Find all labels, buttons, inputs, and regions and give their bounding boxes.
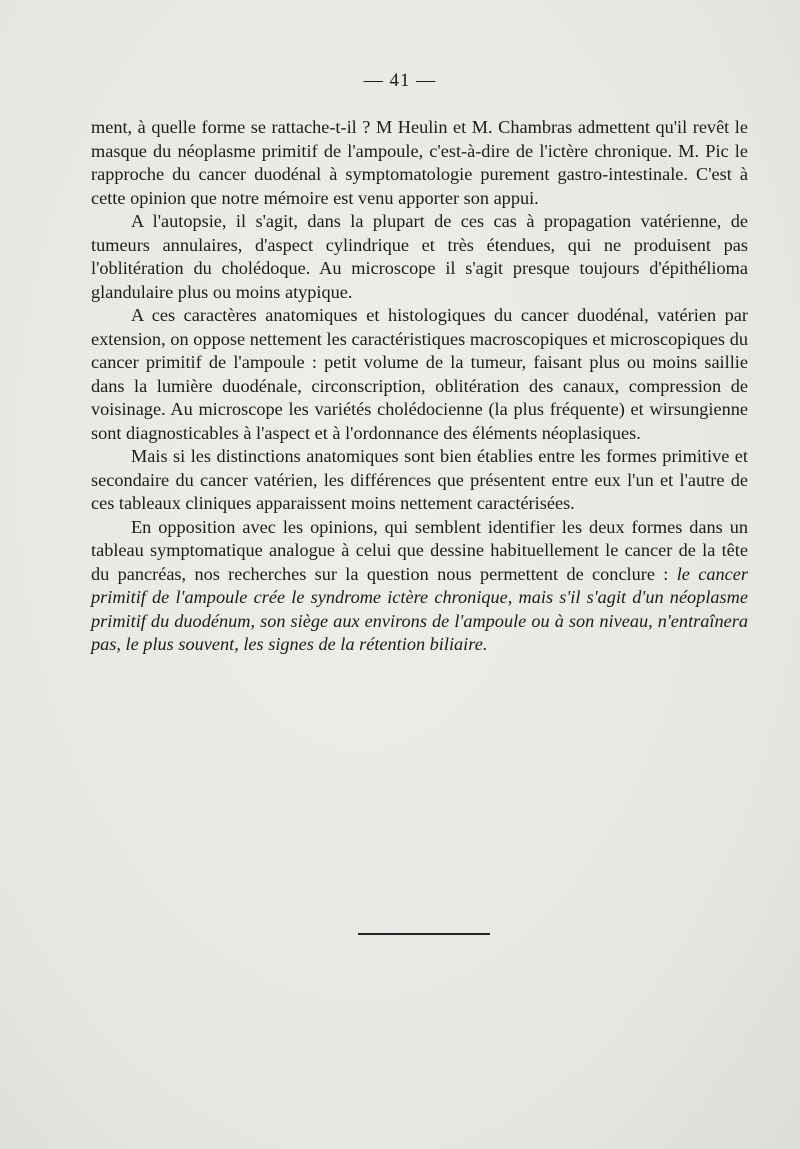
paragraph: A l'autopsie, il s'agit, dans la plupart de ces cas à propagation vatérienne, de tumeurs annulaires, d'aspect cylindrique et très étendues, qui ne produisent pas l'oblitération du cholédoque. Au microscope il s'agit presque toujours d'épithélioma glandulaire plus ou moins atypique. <box>91 211 748 302</box>
paragraph-conclusion <box>91 516 748 657</box>
closing-rule <box>358 933 490 935</box>
paragraph: A ces caractères anatomiques et histologiques du cancer duodénal, vatérien par extension, on oppose nettement les caractéristiques macroscopiques et microscopiques du cancer primitif de l'ampoule : petit volume de la tumeur, faisant plus ou moins saillie dans la lumière duodénale, circonscription, oblitération des canaux, compression de voisinage. Au microscope les variétés cholédocienne (la plus fréquente) et wirsungienne sont diagnosticables à l'aspect et à l'ordonnance des éléments néoplasiques. <box>91 305 748 443</box>
body-text <box>91 116 748 657</box>
page-number: — 41 — <box>363 70 437 91</box>
conclusion-italic: le cancer primitif de l'ampoule crée le syndrome ictère chronique, mais s'il s'agit d'un néoplasme primitif du duodénum, son siège aux environs de l'ampoule ou à son niveau, n'entraînera pas, le plus souvent, les signes de la rétention biliaire. <box>91 563 748 654</box>
paragraph: ment, à quelle forme se rattache-t-il ? M Heulin et M. Chambras admettent qu'il revêt le masque du néoplasme primitif de l'ampoule, c'est-à-dire de l'ictère chronique. M. Pic le rapproche du cancer duodénal à symptomatologie purement gastro-intestinale. C'est à cette opinion que notre mémoire est venu apporter son appui. <box>91 117 748 208</box>
conclusion-intro: En opposition avec les opinions, qui semblent identifier les deux formes dans un tableau symptomatique analogue à celui que dessine habituellement le cancer de la tête du pancréas, nos recherches sur la question nous permettent de conclure : <box>91 516 748 584</box>
paragraph: Mais si les distinctions anatomiques sont bien établies entre les formes primitive et secondaire du cancer vatérien, les différences que présentent entre eux l'un et l'autre de ces tableaux cliniques apparaissent moins nettement caractérisées. <box>91 446 748 513</box>
